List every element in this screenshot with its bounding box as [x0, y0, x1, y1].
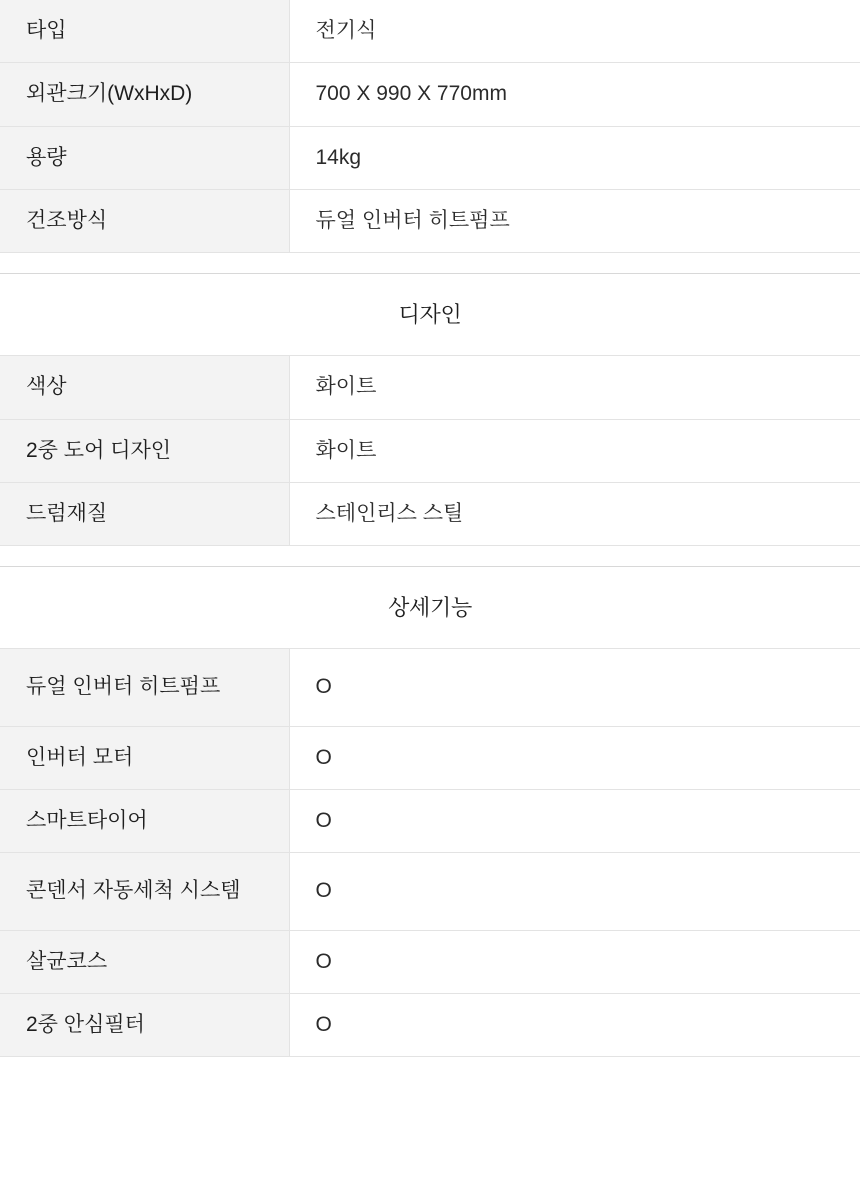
spec-label: 2중 도어 디자인 — [0, 419, 289, 482]
spec-label: 색상 — [0, 356, 289, 419]
table-row — [0, 853, 860, 930]
table-row — [0, 649, 860, 726]
spec-label: 건조방식 — [0, 190, 289, 253]
spec-label: 인버터 모터 — [0, 726, 289, 789]
spec-value: O — [289, 726, 860, 789]
spec-label: 드럼재질 — [0, 483, 289, 546]
table-row — [0, 63, 860, 126]
spec-table-basic — [0, 0, 860, 253]
spec-label: 듀얼 인버터 히트펌프 — [0, 649, 289, 726]
spec-value: O — [289, 649, 860, 726]
table-row — [0, 790, 860, 853]
table-row — [0, 356, 860, 419]
spec-value: 듀얼 인버터 히트펌프 — [289, 190, 860, 253]
table-row — [0, 994, 860, 1057]
spec-value: O — [289, 994, 860, 1057]
spec-value: O — [289, 790, 860, 853]
section-spacer — [0, 546, 860, 566]
spec-value: 전기식 — [289, 0, 860, 63]
table-row — [0, 726, 860, 789]
spec-value: 화이트 — [289, 356, 860, 419]
spec-table-detail-features — [0, 648, 860, 1057]
spec-value: 14kg — [289, 126, 860, 189]
spec-value: 화이트 — [289, 419, 860, 482]
table-row — [0, 419, 860, 482]
section-spacer — [0, 253, 860, 273]
table-row — [0, 190, 860, 253]
spec-label: 2중 안심필터 — [0, 994, 289, 1057]
spec-table-design — [0, 355, 860, 546]
spec-label: 콘덴서 자동세척 시스템 — [0, 853, 289, 930]
spec-label: 살균코스 — [0, 930, 289, 993]
spec-label: 타입 — [0, 0, 289, 63]
table-row — [0, 126, 860, 189]
spec-label: 외관크기(WxHxD) — [0, 63, 289, 126]
spec-label: 용량 — [0, 126, 289, 189]
spec-label: 스마트타이어 — [0, 790, 289, 853]
table-row — [0, 483, 860, 546]
spec-value: 스테인리스 스틸 — [289, 483, 860, 546]
section-title-design: 디자인 — [0, 274, 860, 355]
spec-value: O — [289, 930, 860, 993]
spec-value: O — [289, 853, 860, 930]
spec-value: 700 X 990 X 770mm — [289, 63, 860, 126]
table-row — [0, 930, 860, 993]
table-row — [0, 0, 860, 63]
section-title-detail-features: 상세기능 — [0, 567, 860, 648]
